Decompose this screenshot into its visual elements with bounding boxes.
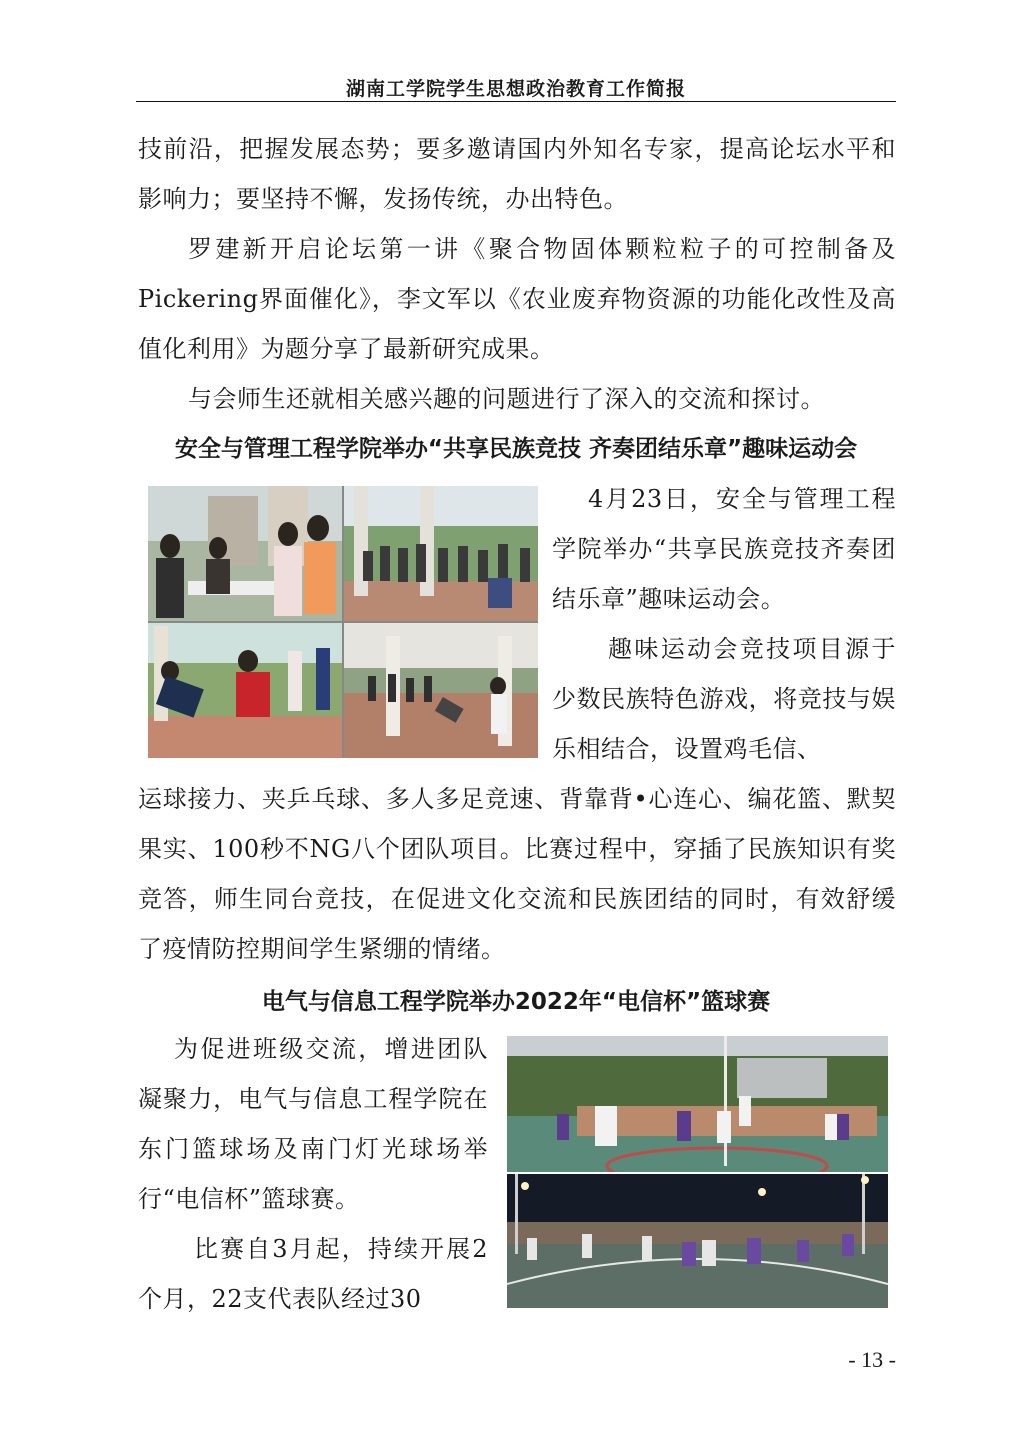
- basketball-day-photo: [507, 1036, 888, 1172]
- section1-side-paragraph-1: [552, 474, 896, 624]
- collage-panel-crowd: [344, 486, 538, 621]
- section2-side-paragraph-1: [138, 1024, 488, 1224]
- section1-heading: 安全与管理工程学院举办“共享民族竞技 齐奏团结乐章”趣味运动会: [174, 436, 858, 462]
- collage-panel-corridor: [344, 623, 538, 758]
- basketball-night-svg: [507, 1174, 888, 1308]
- section1-side-text-1: 4月23日，安全与管理工程学院举办“共享民族竞技齐奏团结乐章”趣味运动会。: [552, 485, 896, 613]
- collage-panel-registration: [148, 486, 342, 621]
- section2-heading: 电气与信息工程学院举办2022年“电信杯”篮球赛: [261, 989, 771, 1015]
- basketball-night-photo: [507, 1174, 888, 1308]
- page-header-title: 湖南工学院学生思想政治教育工作简报: [345, 78, 686, 100]
- section2-side-paragraph-2: [138, 1224, 488, 1324]
- collage-svg: [148, 486, 538, 758]
- intro-paragraph-1: 技前沿，把握发展态势；要多邀请国内外知名专家，提高论坛水平和影响力；要坚持不懈，发扬传统，办出特色。: [138, 135, 896, 213]
- collage-panel-relay: [148, 623, 342, 758]
- intro-paragraph-3: 与会师生还就相关感兴趣的问题进行了深入的交流和探讨。: [188, 385, 825, 413]
- intro-paragraph-2: 罗建新开启论坛第一讲《聚合物固体颗粒粒子的可控制备及Pickering界面催化》，李文军以《农业废弃物资源的功能化改性及高值化利用》为题分享了最新研究成果。: [138, 235, 896, 363]
- section1-side-text-2: 趣味运动会竞技项目源于少数民族特色游戏，将竞技与娱乐相结合，设置鸡毛信、: [552, 635, 896, 763]
- header-divider: [136, 101, 896, 102]
- page-number: - 13 -: [848, 1347, 896, 1372]
- basketball-day-svg: [507, 1036, 888, 1172]
- section2-side-text-1: 为促进班级交流，增进团队凝聚力，电气与信息工程学院在东门篮球场及南门灯光球场举行“电信杯”篮球赛。: [138, 1035, 488, 1213]
- sports-meet-photo-collage: [148, 486, 538, 758]
- section1-body-paragraph: 运球接力、夹乒乓球、多人多足竞速、背靠背•心连心、编花篮、默契果实、100秒不NG八个团队项目。比赛过程中，穿插了民族知识有奖竞答，师生同台竞技，在促进文化交流和民族团结的同时，有效舒缓了疫情防控期间学生紧绷的情绪。: [138, 785, 896, 963]
- section1-side-paragraph-2: [552, 624, 896, 774]
- section2-side-text-2: 比赛自3月起，持续开展2个月，22支代表队经过30: [138, 1235, 488, 1313]
